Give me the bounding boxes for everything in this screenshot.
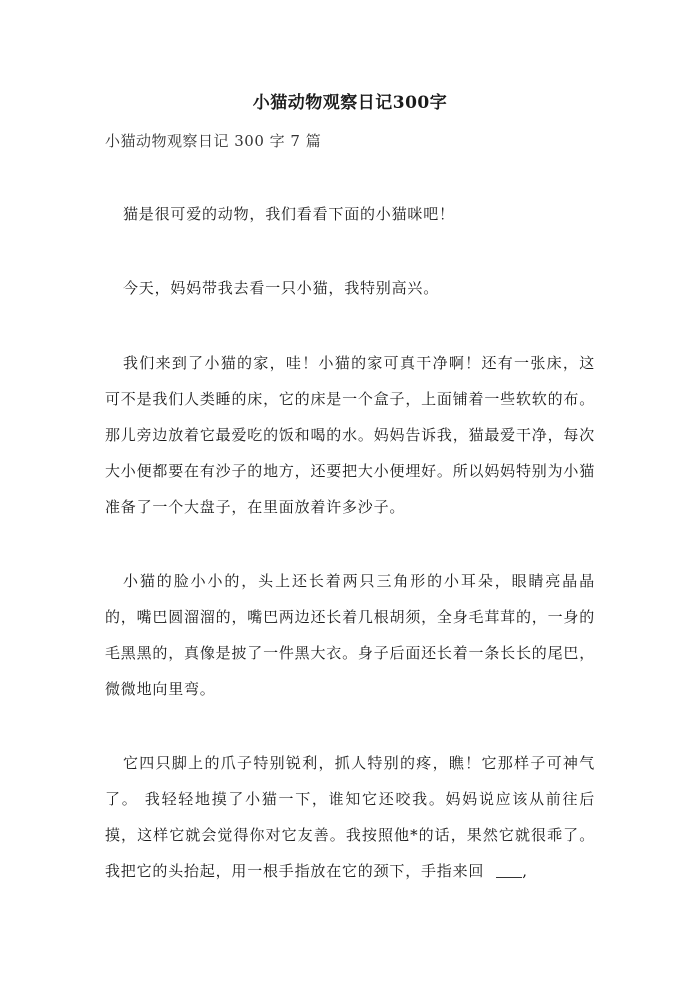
paragraph-cat-appearance: 小猫的脸小小的，头上还长着两只三角形的小耳朵，眼睛亮晶晶的，嘴巴圆溜溜的，嘴巴两边还长着几根胡须，全身毛茸茸的，一身的毛黑黑的，真像是披了一件黑大衣。身子后面还长着一条长长的尾巴，微微地向里弯。 — [105, 572, 595, 698]
paragraph-today: 今天，妈妈带我去看一只小猫，我特别高兴。 — [123, 279, 440, 297]
page-subtitle: 小猫动物观察日记 300 字 7 篇 — [105, 132, 322, 150]
paragraph-intro: 猫是很可爱的动物，我们看看下面的小猫咪吧！ — [123, 205, 455, 223]
fill-in-blank — [496, 861, 522, 878]
paragraph-cat-home: 我们来到了小猫的家，哇！小猫的家可真干净啊！还有一张床，这可不是我们人类睡的床，它的床是一个盒子，上面铺着一些软软的布。那儿旁边放着它最爱吃的饭和喝的水。妈妈告诉我，猫最爱干净，每次大小便都要在有沙子的地方，还要把大小便埋好。所以妈妈特别为小猫准备了一个大盘子，在里面放着许多沙子。 — [105, 354, 595, 516]
paragraph-cat-claws — [105, 745, 595, 889]
page-title: 小猫动物观察日记300字 — [252, 93, 448, 113]
paragraph-cat-claws-text: 它四只脚上的爪子特别锐利，抓人特别的疼，瞧！它那样子可神气了。 我轻轻地摸了小猫一下，谁知它还咬我。妈妈说应该从前往后摸，这样它就会觉得你对它友善。我按照他*的话，果然它就很乖了。我把它的头抬起，用一根手指放在它的颈下，手指来回 — [105, 754, 595, 880]
trailing-comma: , — [522, 862, 528, 880]
